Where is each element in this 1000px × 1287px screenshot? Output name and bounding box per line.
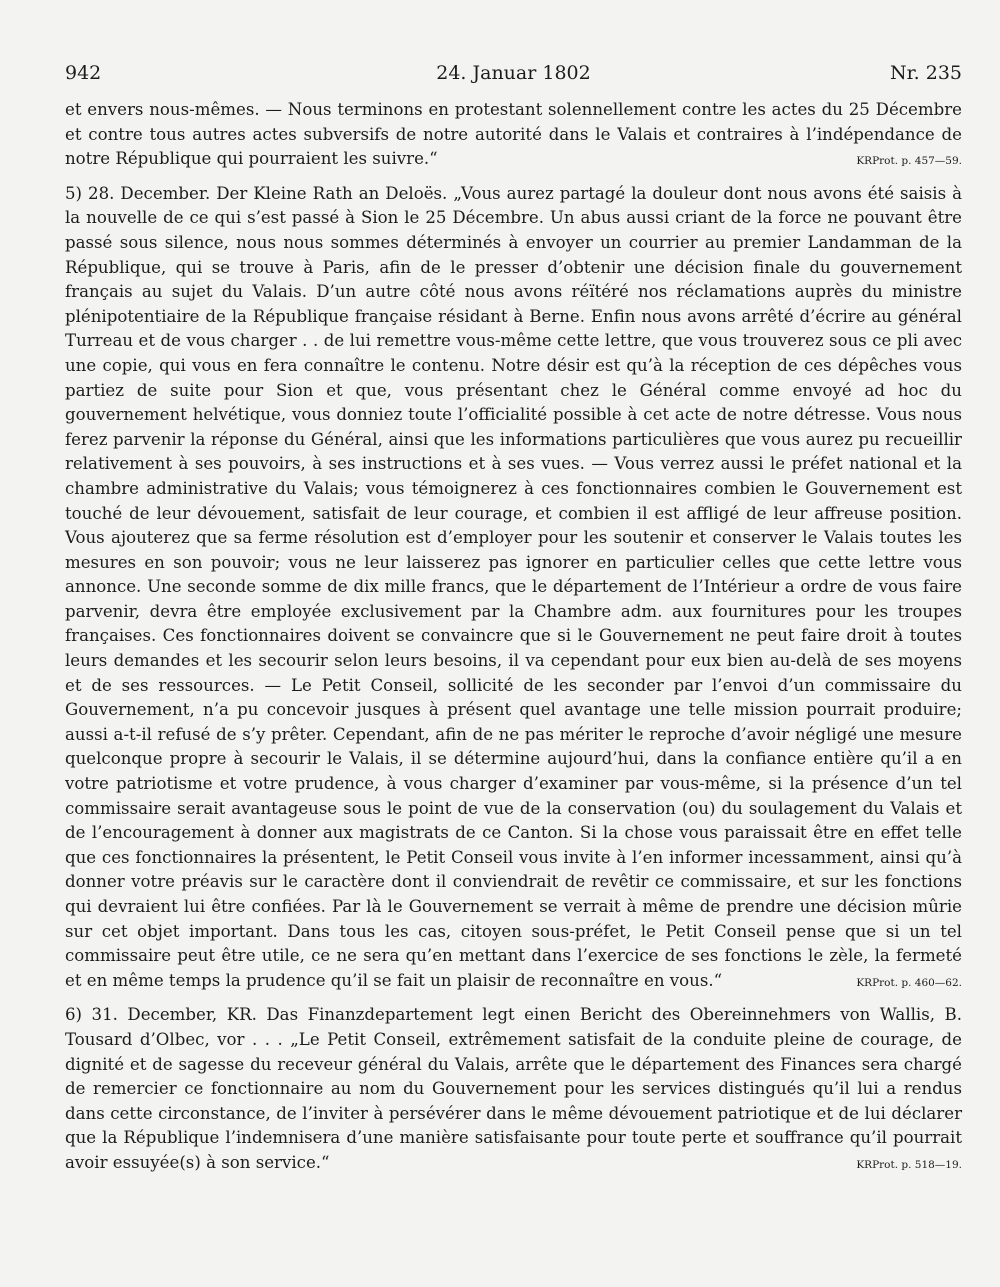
document-body xyxy=(65,98,962,1176)
item-number: Nr. 235 xyxy=(890,62,962,84)
protocol-reference: KRProt. p. 518—19. xyxy=(856,1158,962,1171)
paragraph-text: 6) 31. December, KR. Das Finanzdepartement legt einen Bericht des Obereinnehmers von Wallis, B. Tousard d’Olbec, vor . . . „Le Petit Conseil, extrêmement satisfait de la conduite pleine de courage, de dignité et de sagesse du receveur général du Valais, arrête que le département des Finances sera chargé de remercier ce fonctionnaire au nom du Gouvernement pour les services distingués qu’il lui a rendus dans cette circonstance, de l’inviter à persévérer dans le même dévouement patriotique et de lui déclarer que la République l’indemnisera d’une manière satisfaisante pour toute perte et souffrance qu’il pourrait avoir essuyée(s) à son service.“ xyxy=(65,1005,962,1172)
protocol-reference: KRProt. p. 457—59. xyxy=(856,155,962,168)
running-header xyxy=(65,60,962,90)
page-number: 942 xyxy=(65,62,102,84)
protocol-reference: KRProt. p. 460—62. xyxy=(856,976,962,989)
paragraph-1 xyxy=(65,98,962,172)
header-date: 24. Januar 1802 xyxy=(436,62,591,84)
paragraph-3 xyxy=(65,1003,962,1175)
paragraph-2 xyxy=(65,182,962,994)
paragraph-text: 5) 28. December. Der Kleine Rath an Deloës. „Vous aurez partagé la douleur dont nous avons été saisis à la nouvelle de ce qui s’est passé à Sion le 25 Décembre. Un abus aussi criant de la force ne pouvant être passé sous silence, nous nous sommes déterminés à envoyer un courrier au premier Landamman de la République, qui se trouve à Paris, afin de le presser d’obtenir une décision finale du gouvernement français au sujet du Valais. D’un autre côté nous avons réïtéré nos réclamations auprès du ministre plénipotentiaire de la République française résidant à Berne. Enfin nous avons arrêté d’écrire au général Turreau et de vous charger . . de lui remettre vous-même cette lettre, que vous trouverez sous ce pli avec une copie, qui vous en fera connaître le contenu. Notre désir est qu’à la réception de ces dépêches vous partiez de suite pour Sion et que, vous présentant chez le Général comme envoyé ad hoc du gouvernement helvétique, vous donniez toute l’officialité possible à cet acte de notre détresse. Vous nous ferez parvenir la réponse du Général, ainsi que les informations particulières que vous aurez pu recueillir relativement à ses pouvoirs, à ses instructions et à ses vues. — Vous verrez aussi le préfet national et la chambre administrative du Valais; vous témoignerez à ces fonctionnaires combien le Gouvernement est touché de leur dévouement, satisfait de leur courage, et combien il est affligé de leur affreuse position. Vous ajouterez que sa ferme résolution est d’employer pour les soutenir et conserver le Valais toutes les mesures en son pouvoir; vous ne leur laisserez pas ignorer en particulier celles que cette lettre vous annonce. Une seconde somme de dix mille francs, que le département de l’Intérieur a ordre de vous faire parvenir, devra être employée exclusivement par la Chambre adm. aux fournitures pour les troupes françaises. Ces fonctionnaires doivent se convaincre que si le Gouvernement ne peut faire droit à toutes leurs demandes et les secourir selon leurs besoins, il va cependant pour eux bien au-delà de ses moyens et de ses ressources. — Le Petit Conseil, sollicité de les seconder par l’envoi d’un commissaire du Gouvernement, n’a pu concevoir jusques à présent quel avantage une telle mission pourrait produire; aussi a-t-il refusé de s’y prêter. Cependant, afin de ne pas mériter le reproche d’avoir négligé une mesure quelconque propre à secourir le Valais, il se détermine aujourd’hui, dans la confiance entière qu’il a en votre patriotisme et votre prudence, à vous charger d’examiner par vous-même, si la présence d’un tel commissaire serait avantageuse sous le point de vue de la conservation (ou) du soulagement du Valais et de l’encouragement à donner aux magistrats de ce Canton. Si la chose vous paraissait être en effet telle que ces fonctionnaires la présentent, le Petit Conseil vous invite à l’en informer incessamment, ainsi qu’à donner votre préavis sur le caractère dont il conviendrait de revêtir ce commissaire, et sur les fonctions qui devraient lui être confiées. Par là le Gouvernement se verrait à même de prendre une décision mûrie sur cet objet important. Dans tous les cas, citoyen sous-préfet, le Petit Conseil pense que si un tel commissaire peut être utile, ce ne sera qu’en mettant dans l’exercice de ses fonctions le zèle, la fermeté et en même temps la prudence qu’il se fait un plaisir de reconnaître en vous.“ xyxy=(65,183,962,990)
paragraph-text: et envers nous-mêmes. — Nous terminons en protestant solennellement contre les actes du 25 Décembre et contre tous autres actes subversifs de notre autorité dans le Valais et contraires à l’indépendance de notre République qui pourraient les suivre.“ xyxy=(65,100,962,169)
